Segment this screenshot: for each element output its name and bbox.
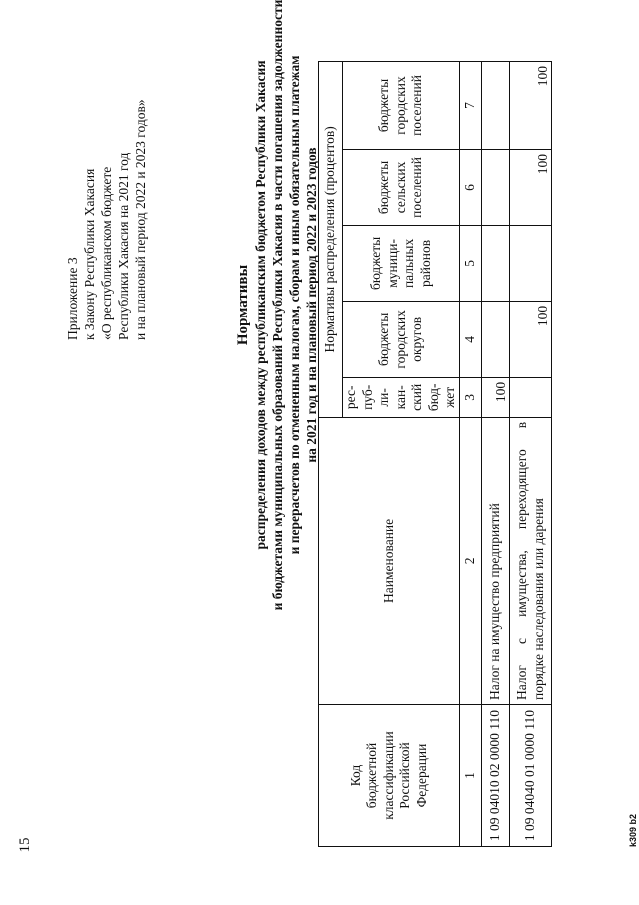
col-header-line: муници- [384,239,400,288]
norms-table [318,61,552,847]
col-header-line: бюджеты [376,312,392,366]
col-header-line: ли- [376,388,392,407]
row-value [482,225,510,301]
col-header-line: бюд- [425,383,441,412]
row-value: 100 [510,149,552,225]
row-value: 100 [510,301,552,377]
row-value: 100 [510,62,552,150]
row-value [510,377,552,417]
row-value [510,225,552,301]
name-header: Наименование [319,417,460,704]
annex-line: Приложение 3 [65,257,80,340]
annex-line: «О республиканском бюджете [99,166,114,340]
col-header-line: пуб- [359,384,375,410]
row-value [482,149,510,225]
col-header-line: районов [417,239,433,287]
col-header-line: бюджеты [376,160,392,215]
annex-line: и на плановый период 2022 и 2023 годов» [133,99,148,340]
col-header-line: городских [392,76,408,135]
col-header-line: рес- [343,385,359,410]
code-header-line: классификации [380,731,396,820]
column-number: 4 [460,301,482,377]
row-value: 100 [482,377,510,417]
col-header-city-districts [343,301,460,377]
code-header-line: Российской Федерации [397,742,429,809]
title-line: распределения доходов между республиканским бюджетом Республики Хакасия [253,60,268,550]
code-header [319,705,460,847]
col-header-line: кан- [392,385,408,410]
annex-header [64,10,149,340]
row-code: 1 09 04010 02 0000 110 [482,705,510,847]
row-code: 1 09 04040 01 0000 110 [510,705,552,847]
row-name [510,417,552,704]
col-header-republic [343,377,460,417]
title-line: и перерасчетов по отмененным налогам, сборам и иным обязательным платежам [287,55,302,555]
document-title [235,0,320,615]
col-header-line: бюджеты [368,236,383,291]
row-name-line: Налог с имущества, переходящего в [514,421,529,701]
col-header-urban-settlements [343,62,460,150]
page-number: 15 [17,837,33,853]
col-header-line: ский [409,383,425,411]
annex-line: Республики Хакасия на 2021 год [116,152,131,340]
col-header-line: пальных [401,238,416,289]
col-header-line: жет [442,386,458,408]
column-number: 7 [460,62,482,150]
group-header: Нормативы распределения (процентов) [319,62,343,418]
column-number: 6 [460,149,482,225]
col-header-line: поселений [409,157,425,218]
code-header-line: Код [347,764,363,787]
row-name: Налог на имущество предприятий [482,417,510,704]
annex-line: к Закону Республики Хакасия [82,168,97,340]
code-header-line: бюджетной [364,742,380,809]
col-header-line: городских [392,310,408,369]
column-number: 5 [460,225,482,301]
col-header-rural-settlements [343,149,460,225]
col-header-line: бюджеты [376,78,392,133]
row-name-line: порядке наследования или дарения [530,498,546,701]
col-header-line: сельских [392,161,408,214]
col-header-municipal-districts [343,225,460,301]
column-number: 1 [460,705,482,847]
document-stamp: k309 b2 [628,813,638,847]
title-head: Нормативы [235,264,251,346]
table-row [482,62,510,847]
title-line: и бюджетами муниципальных образований Республики Хакасия в части погашения задолженности [270,0,285,611]
title-line: на 2021 год и на плановый период 2022 и 2023 годов [304,147,319,463]
row-value [482,62,510,150]
column-number: 3 [460,377,482,417]
column-number: 2 [460,417,482,704]
row-value [482,301,510,377]
col-header-line: округов [409,316,425,362]
col-header-line: поселений [409,75,425,136]
table-row [510,62,552,847]
column-number-row [460,62,482,847]
